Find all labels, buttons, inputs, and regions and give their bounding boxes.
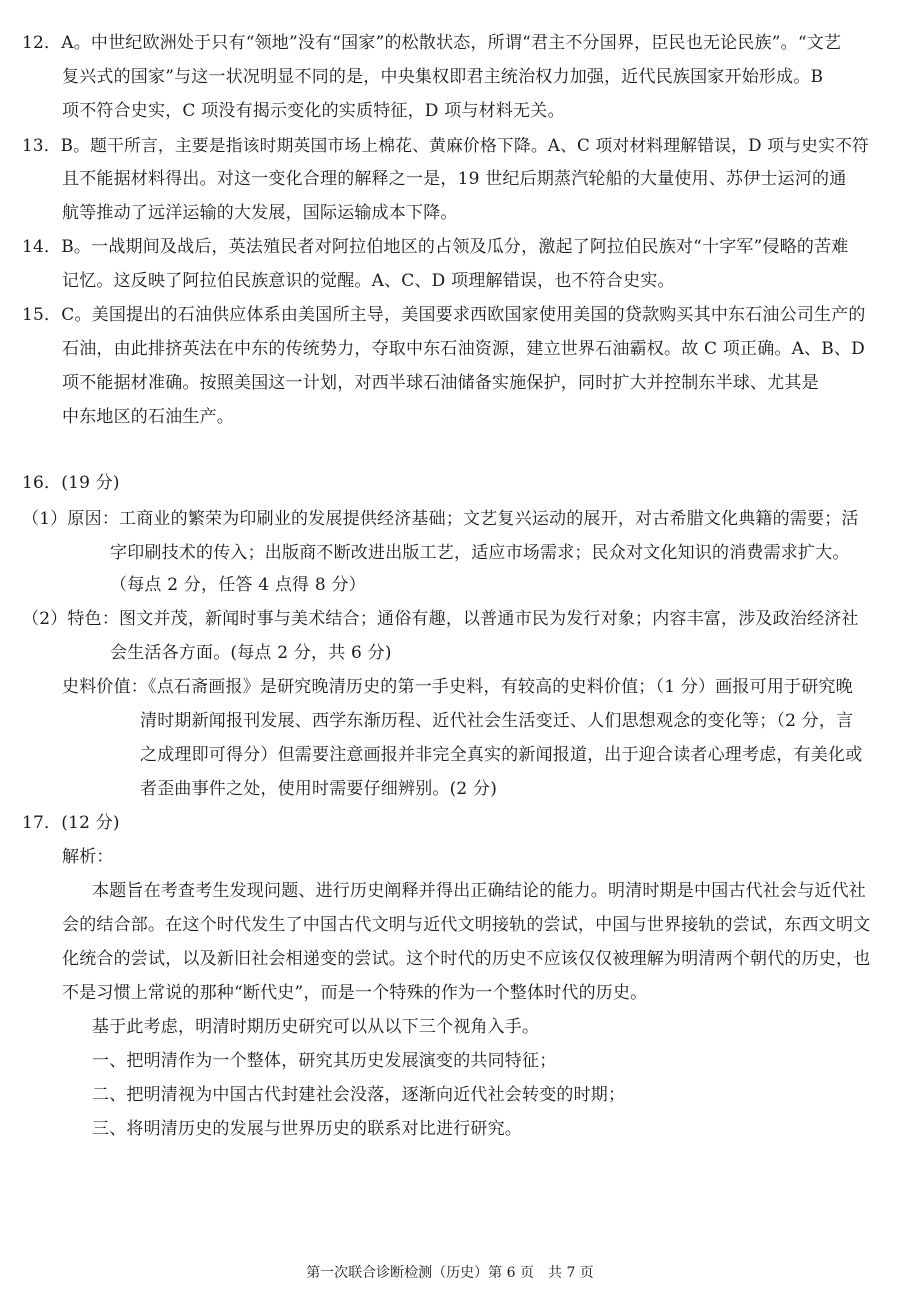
answer-15-line: 项不能据材准确。按照美国这一计划，对西半球石油储备实施保护，同时扩大并控制东半球、尤其是	[62, 373, 819, 393]
answer-13-line: 航等推动了远洋运输的大发展，国际运输成本下降。	[62, 203, 458, 223]
analysis-paragraph-line: 会的结合部。在这个时代发生了中国古代文明与近代文明接轨的尝试，中国与世界接轨的尝试，东西文明文	[62, 915, 871, 935]
question-16-header: 16．(19 分)	[22, 473, 120, 493]
answer-12-line: 12．A。中世纪欧洲处于只有“领地”没有“国家”的松散状态，所谓“君主不分国界，臣民也无论民族”。“文艺	[22, 33, 842, 53]
answer-16-value-line: 史料价值：《点石斋画报》是研究晚清历史的第一手史料，有较高的史料价值；（1 分）画报可用于研究晚	[62, 677, 853, 697]
perspective-item: 二、把明清视为中国古代封建社会没落，逐渐向近代社会转变的时期；	[92, 1085, 626, 1105]
answer-14-line: 14．B。一战期间及战后，英法殖民者对阿拉伯地区的占领及瓜分，激起了阿拉伯民族对“十字军”侵略的苦难	[22, 237, 849, 257]
answer-15-line: 15．C。美国提出的石油供应体系由美国所主导，美国要求西欧国家使用美国的贷款购买其中东石油公司生产的	[22, 305, 866, 325]
answer-12-line: 复兴式的国家”与这一状况明显不同的是，中央集权即君主统治权力加强，近代民族国家开始形成。B	[62, 67, 824, 87]
analysis-paragraph-line: 本题旨在考查考生发现问题、进行历史阐释并得出正确结论的能力。明清时期是中国古代社会与近代社	[92, 881, 866, 901]
perspective-item: 一、把明清作为一个整体，研究其历史发展演变的共同特征；	[92, 1051, 557, 1071]
page-footer: 第一次联合诊断检测（历史）第 6 页 共 7 页	[306, 1265, 594, 1281]
analysis-paragraph-line: 化统合的尝试，以及新旧社会相递变的尝试。这个时代的历史不应该仅仅被理解为明清两个朝代的历史，也	[62, 949, 871, 969]
question-17-header: 17．(12 分)	[22, 813, 120, 833]
answer-13-line: 且不能据材料得出。对这一变化合理的解释之一是，19 世纪后期蒸汽轮船的大量使用、苏伊士运河的通	[62, 169, 847, 189]
answer-15-line: 中东地区的石油生产。	[62, 407, 234, 427]
answer-16-part1-line: 字印刷技术的传入；出版商不断改进出版工艺，适应市场需求；民众对文化知识的消费需求扩大。	[110, 543, 850, 563]
answer-16-part1-score: （每点 2 分，任答 4 点得 8 分）	[110, 575, 366, 595]
answer-12-line: 项不符合史实，C 项没有揭示变化的实质特征，D 项与材料无关。	[62, 101, 565, 121]
answer-16-value-line: 者歪曲事件之处，使用时需要仔细辨别。(2 分)	[140, 779, 498, 799]
answer-13-line: 13．B。题干所言，主要是指该时期英国市场上棉花、黄麻价格下降。A、C 项对材料理解错误，D 项与史实不符	[22, 135, 869, 155]
answer-16-part2-line: （2）特色：图文并茂，新闻时事与美术结合；通俗有趣，以普通市民为发行对象；内容丰富，涉及政治经济社	[22, 609, 859, 629]
analysis-intro: 基于此考虑，明清时期历史研究可以从以下三个视角入手。	[92, 1017, 540, 1037]
answer-16-part1-line: （1）原因：工商业的繁荣为印刷业的发展提供经济基础；文艺复兴运动的展开，对古希腊文化典籍的需要；活	[22, 509, 859, 529]
perspective-item: 三、将明清历史的发展与世界历史的联系对比进行研究。	[92, 1119, 522, 1139]
answer-14-line: 记忆。这反映了阿拉伯民族意识的觉醒。A、C、D 项理解错误，也不符合史实。	[62, 271, 675, 291]
answer-16-value-line: 清时期新闻报刊发展、西学东渐历程、近代社会生活变迁、人们思想观念的变化等；（2 分，言	[140, 711, 854, 731]
answer-16-value-line: 之成理即可得分）但需要注意画报并非完全真实的新闻报道，出于迎合读者心理考虑，有美化或	[140, 745, 863, 765]
analysis-paragraph-line: 不是习惯上常说的那种“断代史”，而是一个特殊的作为一个整体时代的历史。	[62, 983, 648, 1003]
analysis-label: 解析：	[62, 847, 114, 867]
answer-15-line: 石油，由此排挤英法在中东的传统势力，夺取中东石油资源，建立世界石油霸权。故 C 项正确。A、B、D	[62, 339, 866, 359]
answer-16-part2-line: 会生活各方面。(每点 2 分，共 6 分)	[110, 643, 392, 663]
